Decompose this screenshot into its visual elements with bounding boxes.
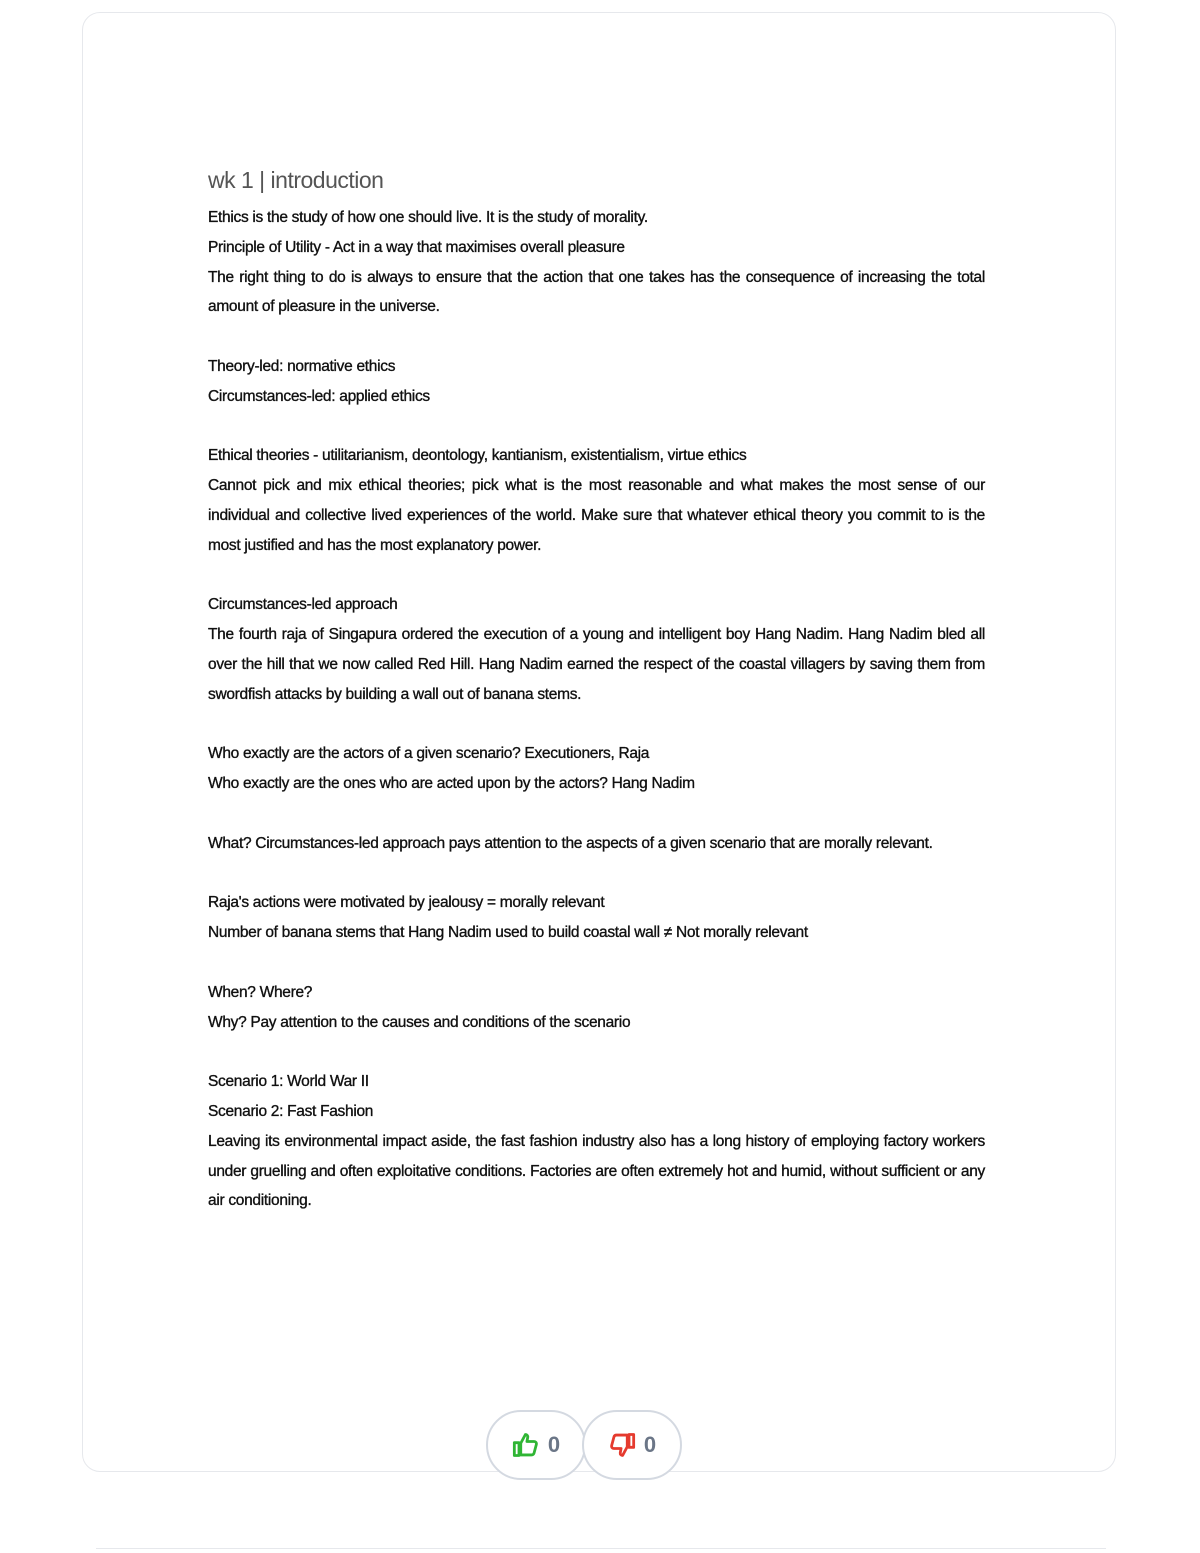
text-line: Ethics is the study of how one should live. It is the study of morality. [208,209,648,226]
text-line: Scenario 2: Fast Fashion [208,1102,374,1120]
divider [96,1548,1106,1549]
paragraph-gap [208,561,985,591]
paragraph-gap [208,799,985,829]
paragraph: The right thing to do is always to ensure that the action that one takes has the consequence of increasing the total amount of pleasure in the universe. [208,268,985,316]
text-line: Principle of Utility - Act in a way that maximises overall pleasure [208,238,625,256]
like-button[interactable] [486,1410,586,1480]
text-line: Raja's actions were motivated by jealousy = morally relevant [208,894,605,912]
paragraph-gap [208,1037,985,1067]
thumbs-down-icon [608,1431,636,1459]
text-line: Theory-led: normative ethics [208,357,396,375]
paragraph: What? Circumstances-led approach pays attention to the aspects of a given scenario that are morally relevant. [208,834,933,852]
paragraph-gap [208,859,985,889]
thumbs-up-icon [512,1431,540,1459]
paragraph-gap [208,948,985,978]
paragraph: Cannot pick and mix ethical theories; pick what is the most reasonable and what makes the most sense of our individual and collective lived experiences of the world. Make sure that whatever ethical theory you commit to is the most justified and has the most explanatory power. [208,477,985,554]
like-count: 0 [547,1432,561,1457]
text-line: Why? Pay attention to the causes and conditions of the scenario [208,1013,631,1031]
text-line: Circumstances-led approach [208,596,398,614]
text-line: Ethical theories - utilitarianism, deontology, kantianism, existentialism, virtue ethics [208,447,747,465]
paragraph-gap [208,412,985,442]
dislike-button[interactable] [582,1410,682,1480]
text-line: Who exactly are the ones who are acted upon by the actors? Hang Nadim [208,775,695,793]
text-line: Scenario 1: World War II [208,1073,369,1091]
text-line: Who exactly are the actors of a given scenario? Executioners, Raja [208,745,650,763]
vote-bar [486,1410,682,1482]
paragraph-gap [208,322,985,352]
paragraph-gap [208,710,985,740]
document-body [208,165,985,1216]
document-content [208,203,985,1216]
document-title: wk 1 | introduction [208,167,384,193]
text-line: Number of banana stems that Hang Nadim used to build coastal wall ≠ Not morally relevant [208,924,808,942]
dislike-count: 0 [643,1432,657,1457]
paragraph: The fourth raja of Singapura ordered the execution of a young and intelligent boy Hang Nadim. Hang Nadim bled all over the hill that we now called Red Hill. Hang Nadim earned the respect of the coastal villagers by saving them from swordfish attacks by building a wall out of banana stems. [208,626,985,703]
paragraph: Leaving its environmental impact aside, the fast fashion industry also has a long history of employing factory workers under gruelling and often exploitative conditions. Factories are often extremely hot and humid, without sufficient or any air conditioning. [208,1132,985,1210]
text-line: When? Where? [208,983,313,1001]
text-line: Circumstances-led: applied ethics [208,387,430,405]
